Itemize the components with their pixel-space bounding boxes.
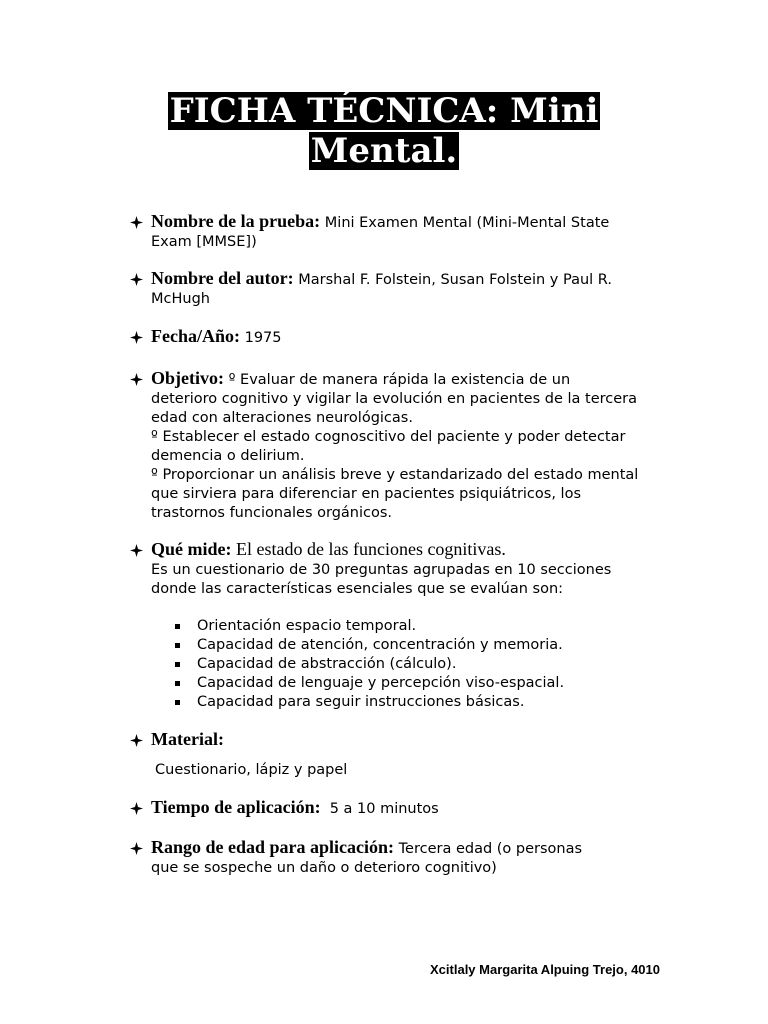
- objetivo-line: º Proporcionar un análisis breve y estandarizado del estado mental: [151, 467, 639, 483]
- square-bullet-icon: [175, 662, 180, 667]
- objetivo-line: que sirviera para diferenciar en pacientes psiquiátricos, los: [151, 486, 582, 502]
- section-label: Qué mide:: [151, 539, 232, 559]
- section-value-cont: Exam [MMSE]): [151, 234, 257, 250]
- square-bullet-icon: [175, 700, 180, 705]
- section-value: Mini Examen Mental (Mini-Mental State: [320, 215, 610, 231]
- list-item: Capacidad de abstracción (cálculo).: [174, 655, 670, 674]
- section-value: El estado de las funciones cognitivas.: [231, 539, 506, 559]
- section-value: 1975: [240, 330, 282, 346]
- diamond-bullet-icon: [130, 373, 143, 386]
- section-material: [130, 730, 670, 780]
- section-value: Marshal F. Folstein, Susan Folstein y Paul R.: [293, 272, 612, 288]
- diamond-bullet-icon: [130, 802, 143, 815]
- footer-author: Xcitlaly Margarita Alpuing Trejo, 4010: [430, 962, 660, 977]
- section-value: 5 a 10 minutos: [329, 801, 439, 817]
- section-label: Nombre del autor:: [151, 268, 294, 288]
- document-title: [0, 92, 768, 172]
- diamond-bullet-icon: [130, 331, 143, 344]
- que-mide-desc: Es un cuestionario de 30 preguntas agrupadas en 10 secciones: [151, 562, 612, 578]
- diamond-bullet-icon: [130, 734, 143, 747]
- objetivo-line: º Evaluar de manera rápida la existencia de un: [223, 372, 571, 388]
- square-bullet-icon: [175, 681, 180, 686]
- section-nombre-autor: [130, 269, 670, 309]
- list-item: Capacidad para seguir instrucciones básicas.: [174, 693, 670, 712]
- que-mide-desc: donde las características esenciales que se evalúan son:: [151, 581, 564, 597]
- section-label: Rango de edad para aplicación:: [151, 837, 395, 857]
- diamond-bullet-icon: [130, 842, 143, 855]
- section-rango-edad: [130, 838, 670, 878]
- square-bullet-icon: [175, 624, 180, 629]
- objetivo-line: demencia o delirium.: [151, 448, 305, 464]
- diamond-bullet-icon: [130, 544, 143, 557]
- section-value: Cuestionario, lápiz y papel: [155, 762, 348, 778]
- section-que-mide: [130, 540, 670, 599]
- section-value: Tercera edad (o personas: [394, 841, 583, 857]
- title-line-1: FICHA TÉCNICA: Mini: [169, 91, 599, 131]
- cognitive-functions-list-wrap: [130, 617, 670, 712]
- section-value-cont: que se sospeche un daño o deterioro cognitivo): [151, 860, 497, 876]
- section-tiempo: [130, 798, 670, 819]
- list-item: Orientación espacio temporal.: [174, 617, 670, 636]
- diamond-bullet-icon: [130, 273, 143, 286]
- cognitive-functions-list: [174, 617, 670, 712]
- objetivo-line: deterioro cognitivo y vigilar la evolución en pacientes de la tercera: [151, 391, 637, 407]
- section-label: Fecha/Año:: [151, 326, 240, 346]
- section-label: Objetivo:: [151, 368, 224, 388]
- diamond-bullet-icon: [130, 216, 143, 229]
- section-label: Tiempo de aplicación:: [151, 797, 321, 817]
- section-nombre-prueba: [130, 212, 670, 252]
- objetivo-line: edad con alteraciones neurológicas.: [151, 410, 413, 426]
- section-label: Material:: [151, 729, 224, 749]
- title-line-2: Mental.: [310, 131, 458, 171]
- objetivo-line: trastornos funcionales orgánicos.: [151, 505, 393, 521]
- list-item: Capacidad de lenguaje y percepción viso-espacial.: [174, 674, 670, 693]
- objetivo-line: º Establecer el estado cognoscitivo del paciente y poder detectar: [151, 429, 626, 445]
- section-fecha: [130, 327, 670, 348]
- section-objetivo: [130, 369, 670, 523]
- square-bullet-icon: [175, 643, 180, 648]
- list-item: Capacidad de atención, concentración y memoria.: [174, 636, 670, 655]
- section-value-cont: McHugh: [151, 291, 210, 307]
- section-label: Nombre de la prueba:: [151, 211, 321, 231]
